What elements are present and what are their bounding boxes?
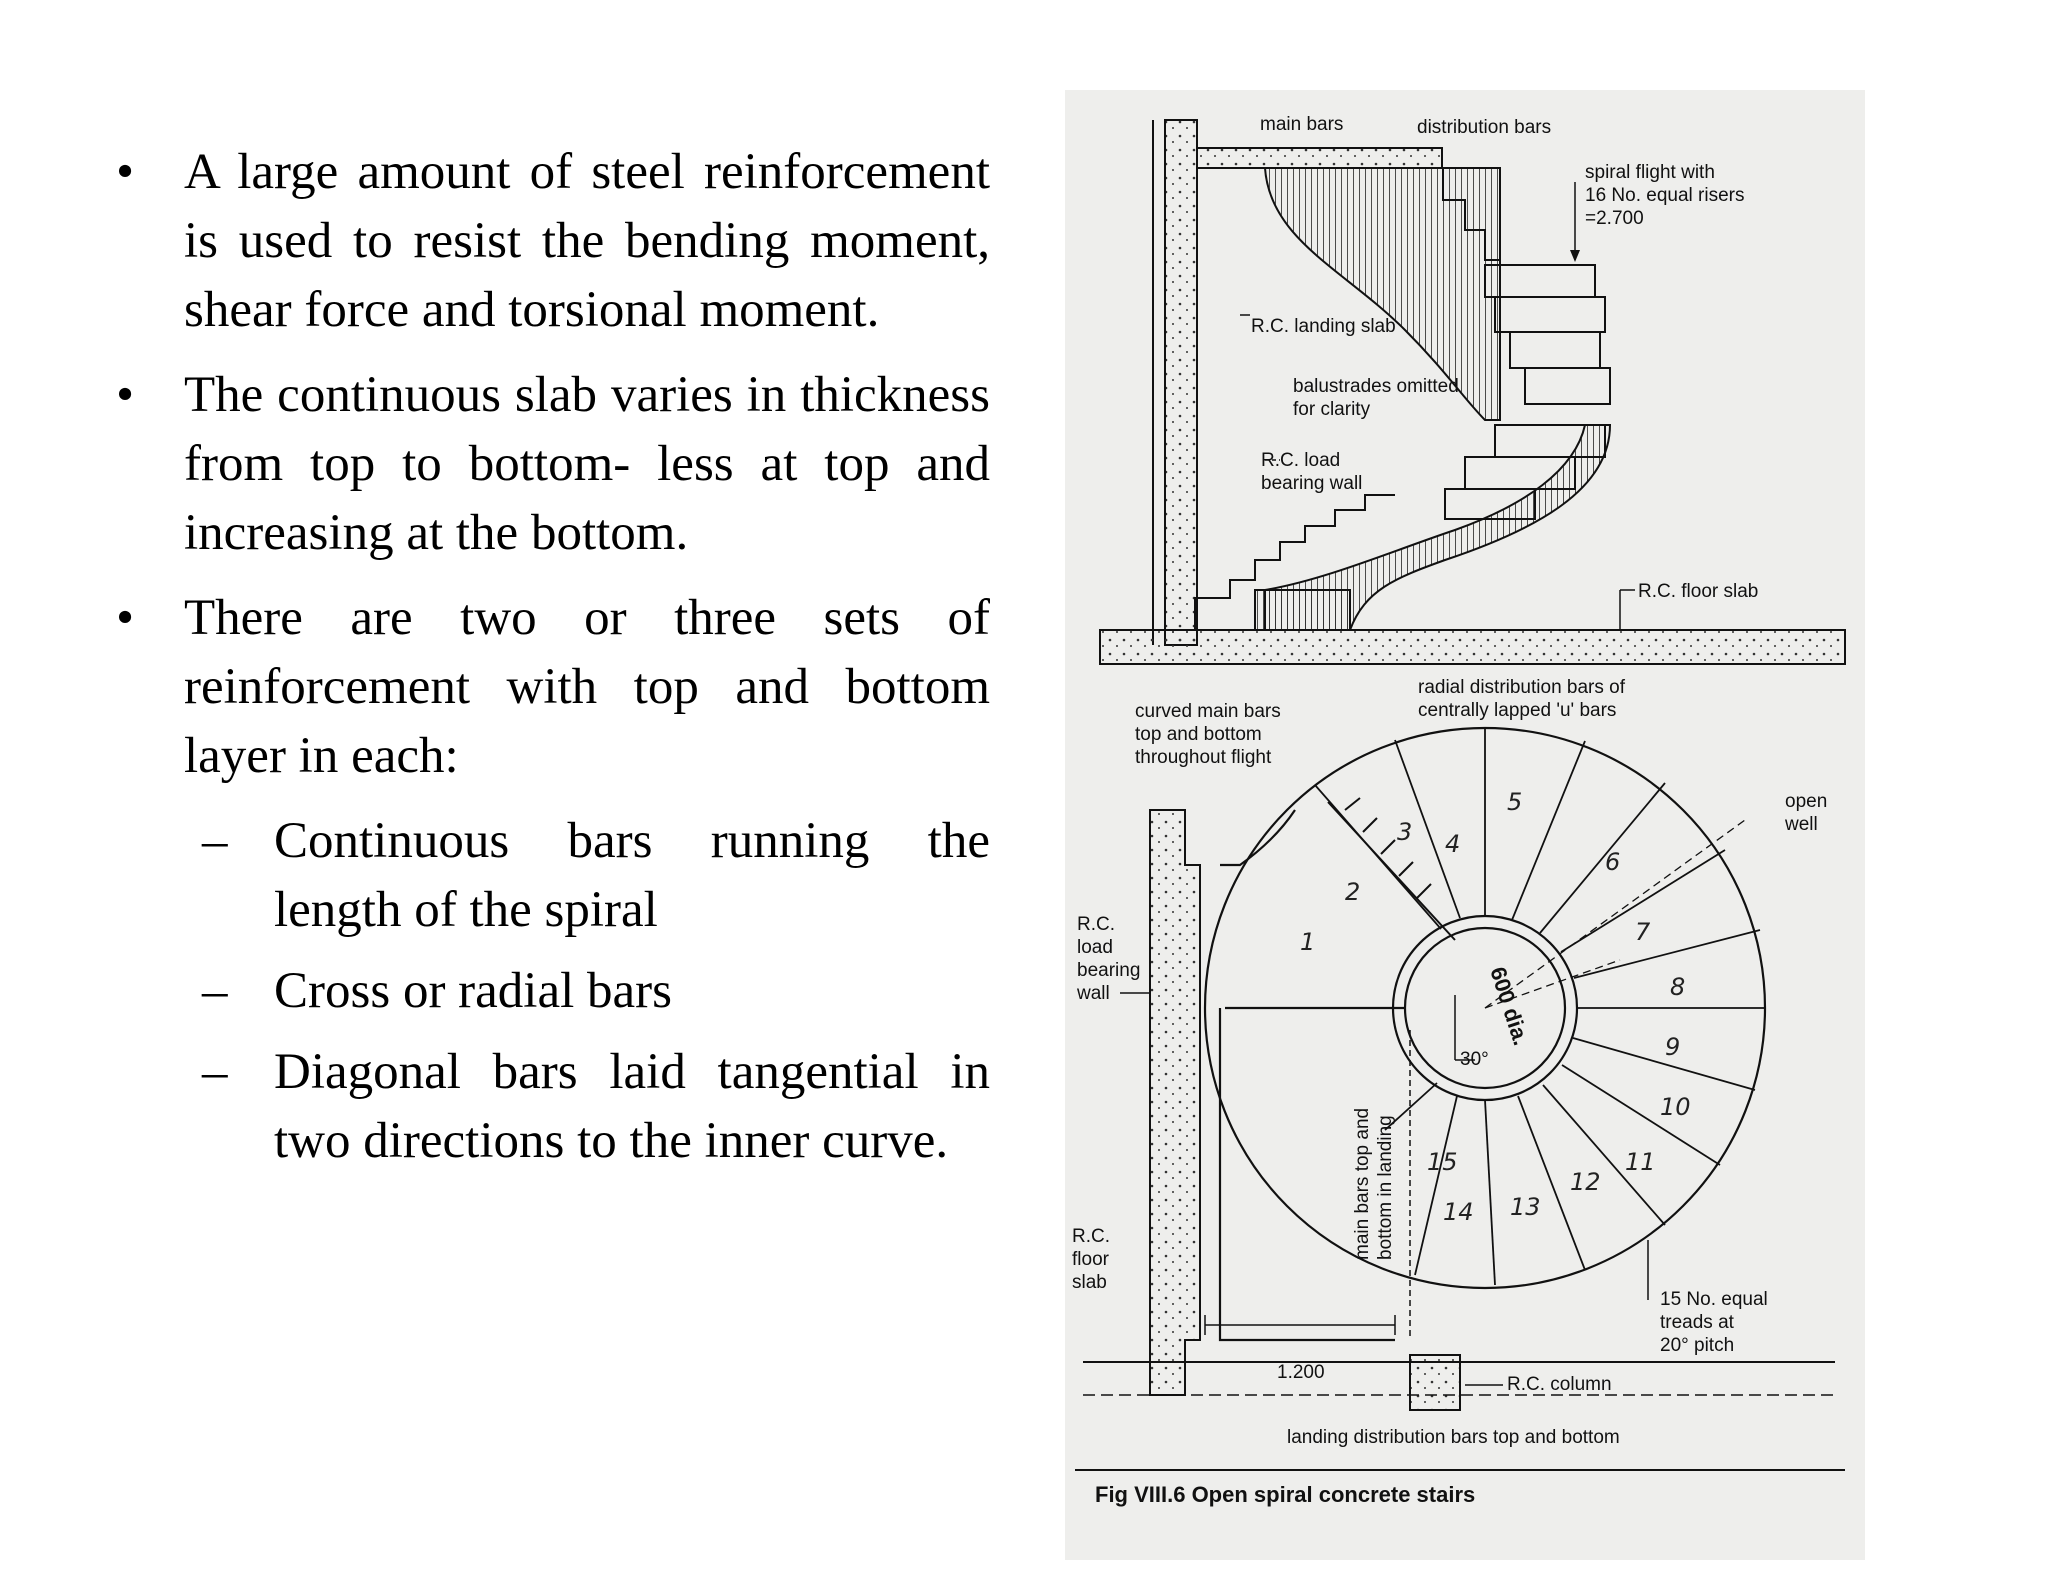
label-load-wall-1: R.C. load <box>1261 450 1341 471</box>
label-radial-2: centrally lapped 'u' bars <box>1418 700 1617 721</box>
plan-bearing-wall <box>1150 810 1200 1395</box>
step-number: 15 <box>1427 1148 1458 1176</box>
step-number: 14 <box>1443 1198 1474 1226</box>
step-number: 1 <box>1300 928 1316 956</box>
rc-column <box>1410 1355 1460 1410</box>
label-main-bars: main bars <box>1260 114 1344 135</box>
label-dim: 1.200 <box>1277 1362 1325 1383</box>
label-wall-2: load <box>1077 937 1113 958</box>
step-number: 6 <box>1605 848 1621 876</box>
label-landing-dist: landing distribution bars top and bottom <box>1287 1427 1620 1448</box>
label-spiral-flight-2: 16 No. equal risers <box>1585 185 1745 206</box>
step-number: 11 <box>1625 1148 1656 1176</box>
label-load-wall-2: bearing wall <box>1261 473 1363 494</box>
label-angle: 30° <box>1460 1049 1489 1070</box>
stair-drawing <box>1065 90 1865 1560</box>
label-radial-1: radial distribution bars of <box>1418 677 1625 698</box>
label-open-well-2: well <box>1785 814 1818 835</box>
label-balustrades-1: balustrades omitted <box>1293 376 1459 397</box>
label-floor-3: slab <box>1072 1272 1107 1293</box>
label-landing-bars-2: bottom in landing <box>1375 1115 1396 1260</box>
bullet-dot: • <box>116 590 134 646</box>
main-bar-marks <box>1328 798 1455 940</box>
step-number: 3 <box>1397 818 1413 846</box>
step-number: 5 <box>1507 788 1523 816</box>
sub-bullet-text: Continuous bars running the length of the spiral <box>274 813 990 938</box>
sub-bullet-item-1 <box>110 807 990 945</box>
label-spiral-flight-1: spiral flight with <box>1585 162 1715 183</box>
sub-bullet-item-2 <box>110 957 990 1026</box>
label-wall-1: R.C. <box>1077 914 1115 935</box>
plan-view <box>1072 677 1845 1507</box>
spiral-stair-figure <box>1065 90 1865 1560</box>
step-number: 4 <box>1445 830 1461 858</box>
label-floor-slab: R.C. floor slab <box>1638 581 1759 602</box>
label-floor-2: floor <box>1072 1249 1109 1270</box>
label-floor-1: R.C. <box>1072 1226 1110 1247</box>
label-dia: 600 dia. <box>1485 963 1534 1049</box>
label-column: R.C. column <box>1507 1374 1612 1395</box>
dash-marker: – <box>202 963 228 1019</box>
step-number: 12 <box>1570 1168 1601 1196</box>
bullet-text: A large amount of steel reinforcement is used to resist the bending moment, shear force and torsional moment. <box>184 144 990 338</box>
landing-slab <box>1197 148 1442 168</box>
bearing-wall <box>1165 120 1197 645</box>
step-number: 13 <box>1510 1193 1541 1221</box>
elevation-view <box>1100 114 1845 664</box>
label-open-well-1: open <box>1785 791 1828 812</box>
label-treads-3: 20° pitch <box>1660 1335 1735 1356</box>
dash-marker: – <box>202 813 228 869</box>
label-curved-2: top and bottom <box>1135 724 1262 745</box>
label-curved-3: throughout flight <box>1135 747 1272 768</box>
label-treads-1: 15 No. equal <box>1660 1289 1768 1310</box>
label-balustrades-2: for clarity <box>1293 399 1371 420</box>
step-number: 9 <box>1665 1033 1681 1061</box>
label-spiral-flight-3: =2.700 <box>1585 208 1644 229</box>
bullet-dot: • <box>116 144 134 200</box>
label-distribution-bars: distribution bars <box>1417 117 1552 138</box>
bullet-text: The continuous slab varies in thickness from top to bottom- less at top and increasing at the bottom. <box>184 367 990 561</box>
label-wall-4: wall <box>1077 983 1110 1004</box>
bullet-item-3 <box>110 584 990 791</box>
bullet-text: There are two or three sets of reinforcement with top and bottom layer in each: <box>184 590 990 784</box>
bullet-item-2 <box>110 361 990 568</box>
dash-marker: – <box>202 1044 228 1100</box>
label-wall-3: bearing <box>1077 960 1141 981</box>
label-curved-1: curved main bars <box>1135 701 1281 722</box>
step-number: 7 <box>1635 918 1651 946</box>
bullet-list <box>110 138 990 1188</box>
bullet-item-1 <box>110 138 990 345</box>
sub-bullet-text: Cross or radial bars <box>274 963 672 1019</box>
floor-slab <box>1100 630 1845 664</box>
label-landing-bars-1: main bars top and <box>1352 1107 1373 1260</box>
sub-bullet-item-3 <box>110 1038 990 1176</box>
bullet-dot: • <box>116 367 134 423</box>
label-landing-slab: R.C. landing slab <box>1251 316 1396 337</box>
label-treads-2: treads at <box>1660 1312 1734 1333</box>
figure-caption: Fig VIII.6 Open spiral concrete stairs <box>1095 1482 1476 1507</box>
sub-bullet-text: Diagonal bars laid tangential in two directions to the inner curve. <box>274 1044 990 1169</box>
step-number: 2 <box>1345 878 1361 906</box>
step-number: 10 <box>1660 1093 1691 1121</box>
step-number: 8 <box>1670 973 1686 1001</box>
